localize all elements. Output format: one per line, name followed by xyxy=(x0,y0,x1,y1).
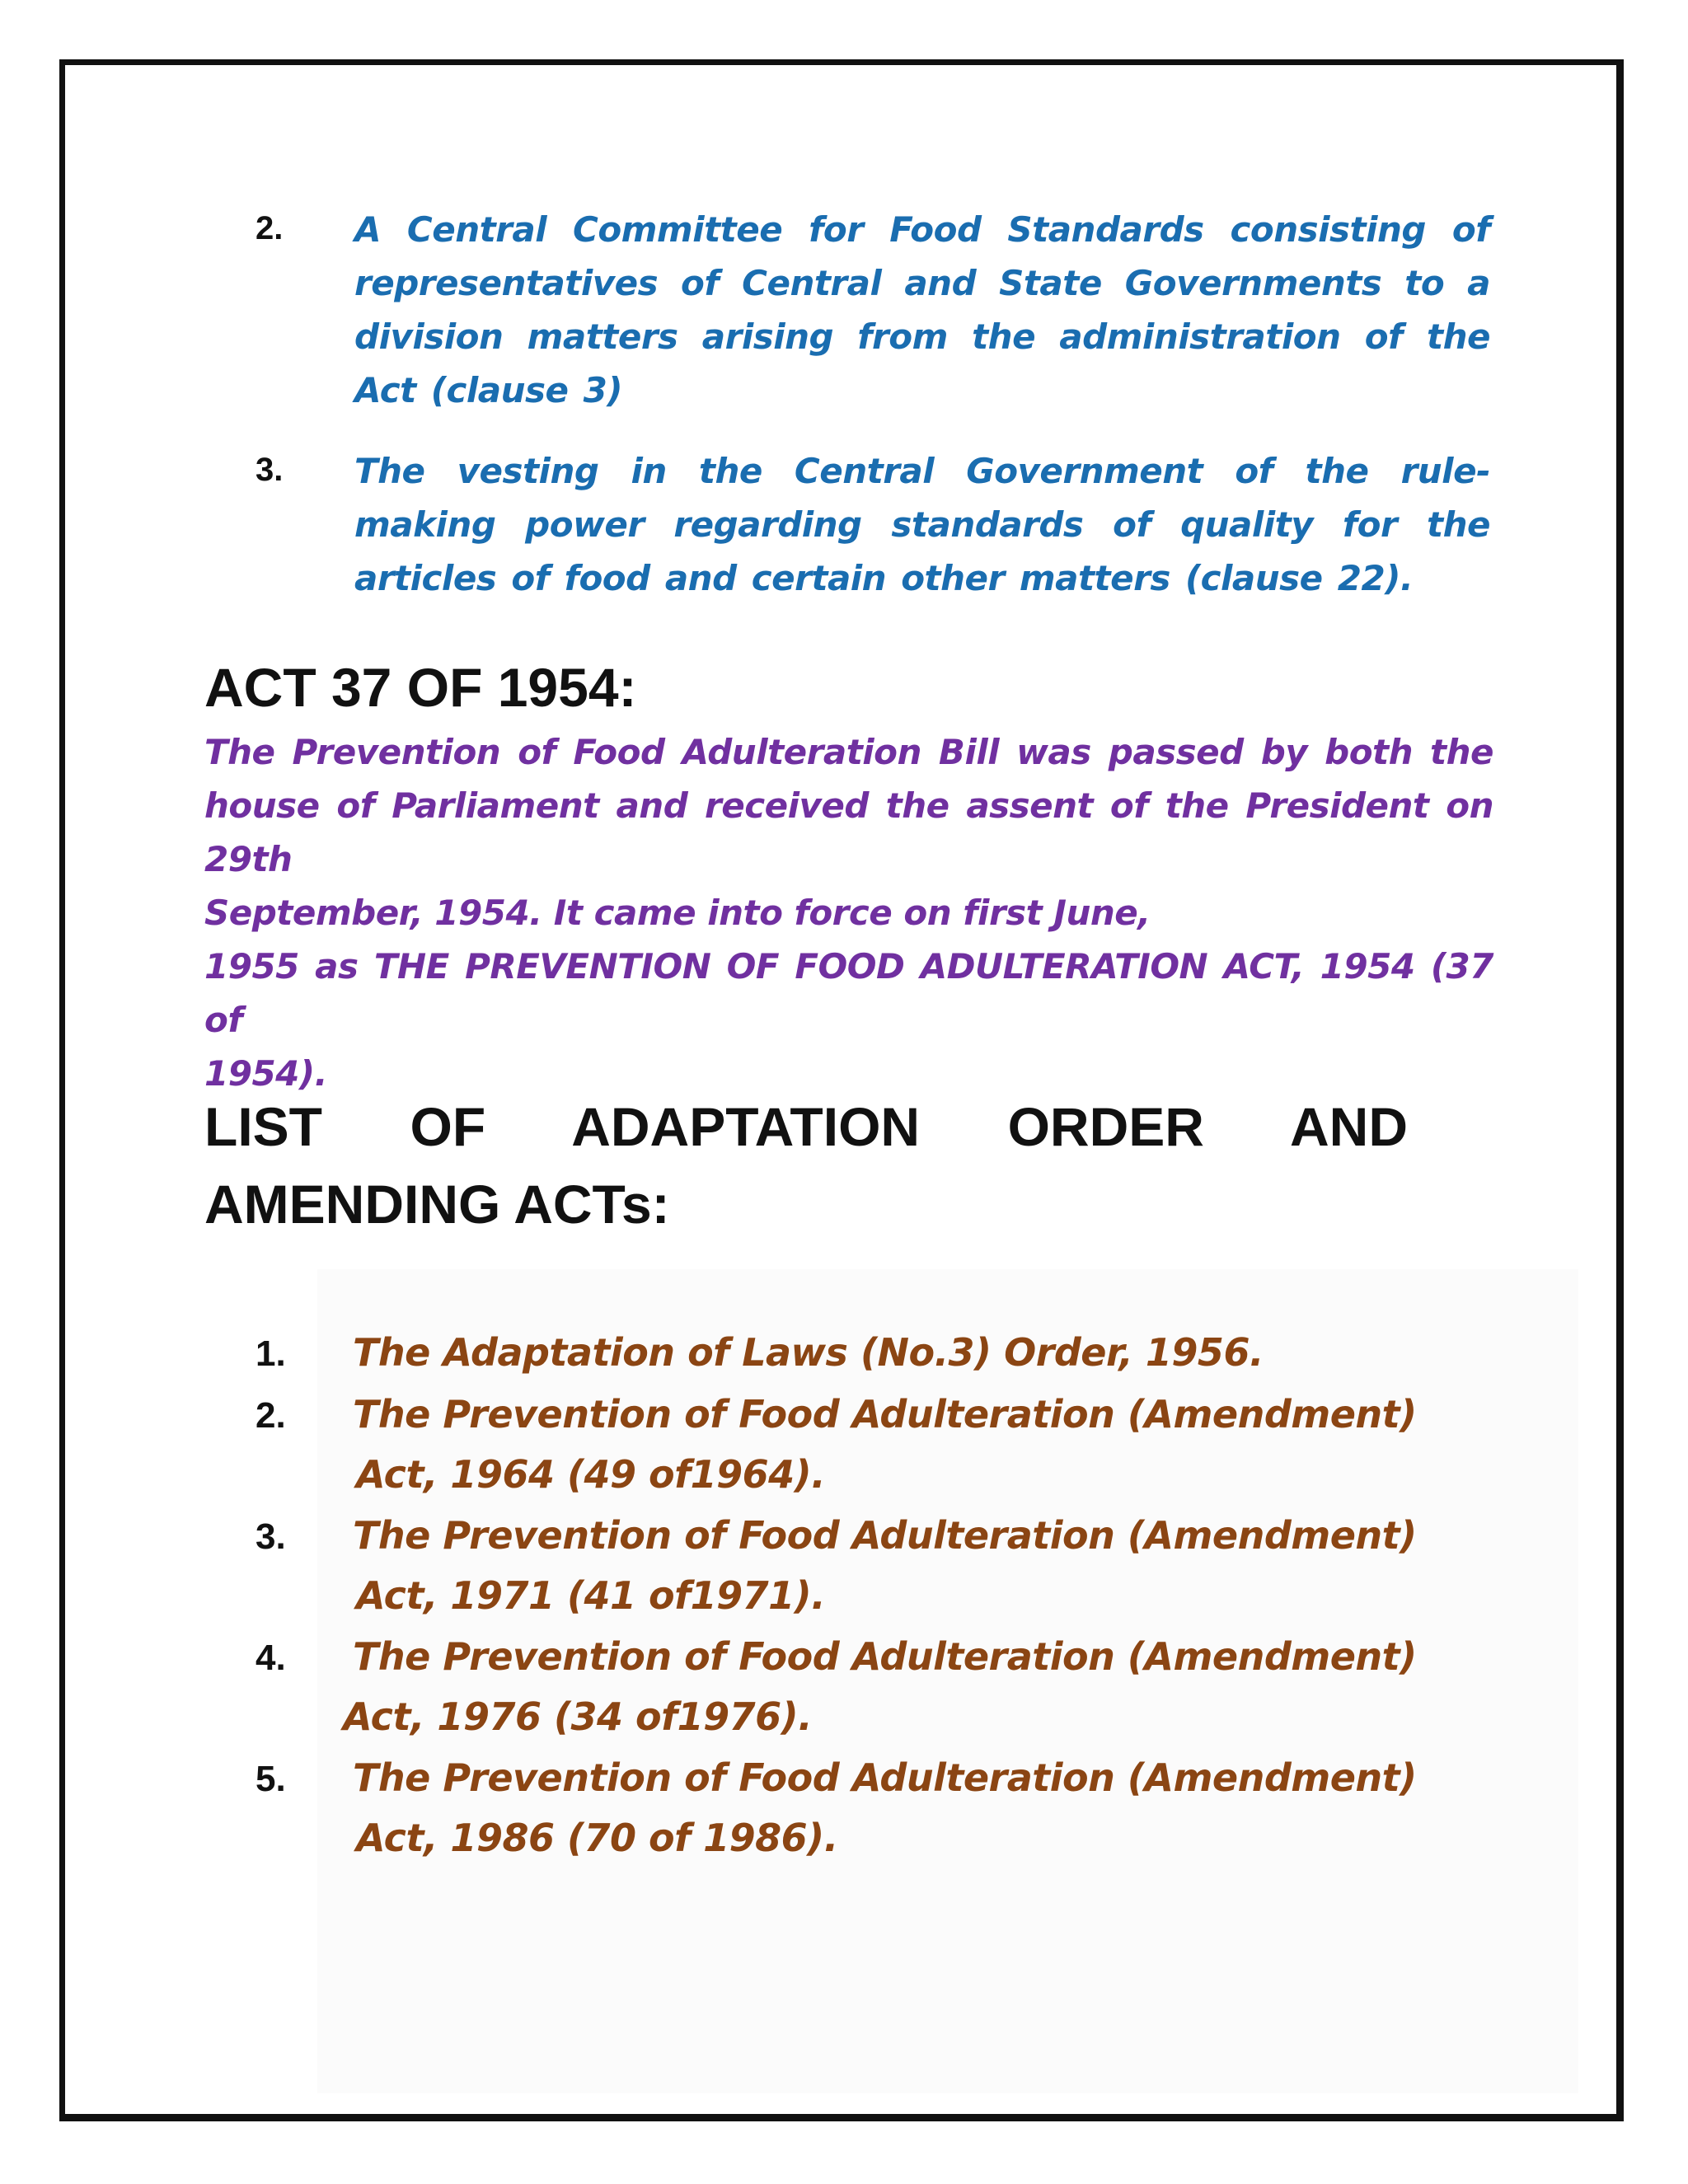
amendment-item-text: The Prevention of Food Adulteration (Amendment) xyxy=(353,1634,1417,1679)
list-number: 3. xyxy=(256,452,284,488)
act-paragraph-line: 1954). xyxy=(204,1053,328,1094)
amendment-item-text: Act, 1971 (41 of1971). xyxy=(356,1573,826,1618)
amendment-item-text: Act, 1964 (49 of1964). xyxy=(356,1452,826,1497)
amendment-item-text: Act, 1986 (70 of 1986). xyxy=(356,1816,838,1860)
act-paragraph-line: of xyxy=(204,1000,243,1040)
list-number: 5. xyxy=(256,1759,286,1799)
amendment-item-text: The Adaptation of Laws (No.3) Order, 1956. xyxy=(353,1330,1264,1375)
list-number: 4. xyxy=(256,1638,286,1678)
act-paragraph-line: 1955 as THE PREVENTION OF FOOD ADULTERATION ACT, 1954 (37 xyxy=(204,946,1493,987)
act-paragraph-line: house of Parliament and received the assent of the President on 29th xyxy=(204,785,1493,879)
function-item-text: A Central Committee for Food Standards consisting of representatives of Central and State Governments to a division matters arising from the administration of the Act (clause 3) xyxy=(354,209,1490,410)
list-number: 2. xyxy=(256,210,284,246)
amendments-heading-line: AMENDING ACTs: xyxy=(204,1174,670,1235)
amendments-heading xyxy=(204,1088,1408,1243)
amendment-item-text: Act, 1976 (34 of1976). xyxy=(343,1694,813,1739)
list-number: 1. xyxy=(256,1333,286,1374)
amendment-item-text: The Prevention of Food Adulteration (Amendment) xyxy=(353,1392,1417,1436)
act-paragraph-line: The Prevention of Food Adulteration Bill was passed by both the xyxy=(204,732,1493,772)
list-number: 3. xyxy=(256,1516,286,1557)
amendment-item-text: The Prevention of Food Adulteration (Amendment) xyxy=(353,1513,1417,1558)
function-item-text: The vesting in the Central Government of the rule-making power regarding standards of quality for the articles of food and certain other matters (clause 22). xyxy=(354,451,1490,598)
list-number: 2. xyxy=(256,1395,286,1436)
amendments-heading-line: LIST OF ADAPTATION ORDER AND xyxy=(204,1096,1408,1157)
act-paragraph-line: September, 1954. It came into force on first June, xyxy=(204,893,1151,933)
amendment-item-text: The Prevention of Food Adulteration (Amendment) xyxy=(353,1755,1417,1800)
act-heading: ACT 37 OF 1954: xyxy=(204,657,637,718)
act-paragraph xyxy=(204,725,1493,1100)
